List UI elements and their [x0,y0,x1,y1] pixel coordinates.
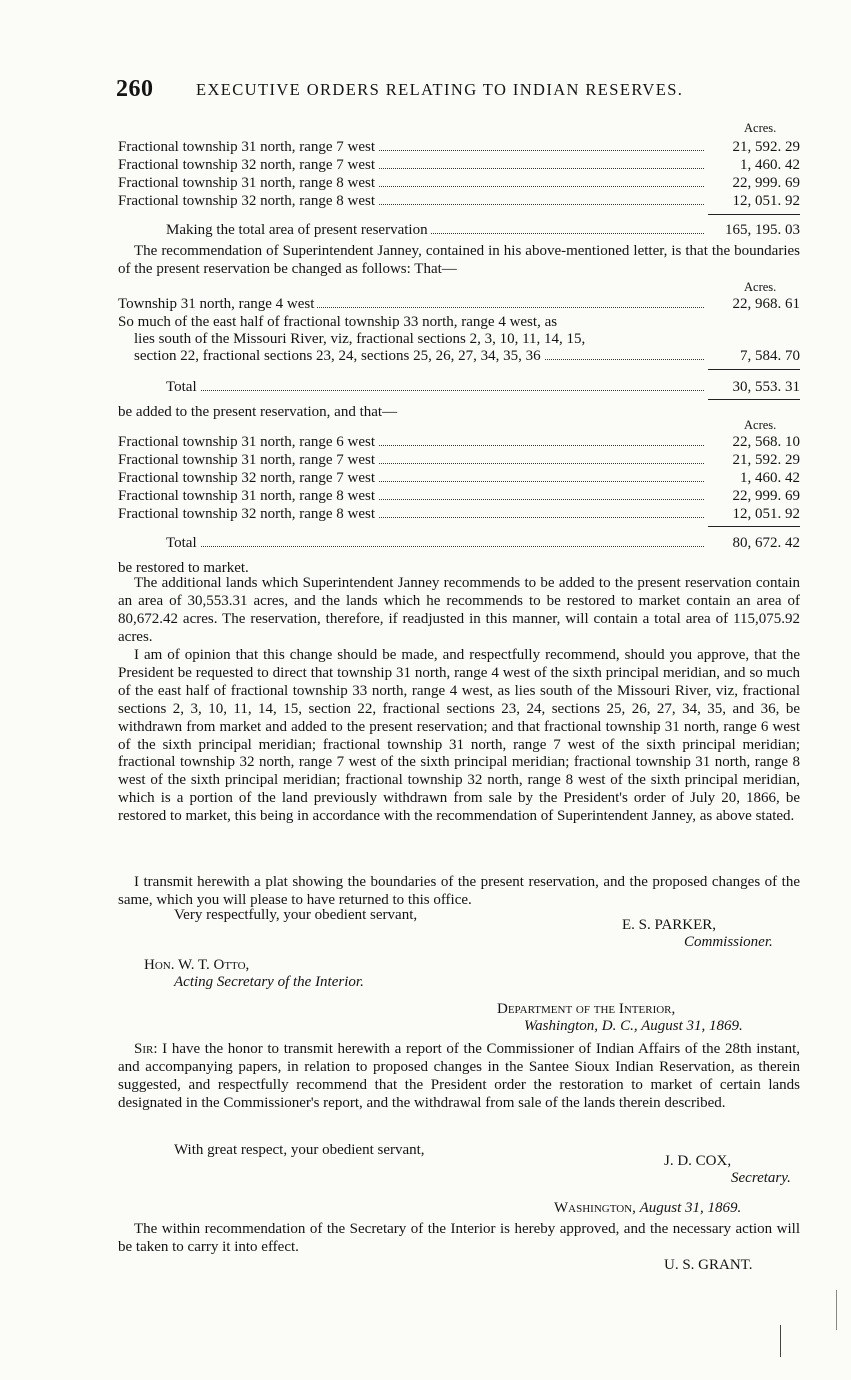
paragraph-recommendation: The recommendation of Superintendent Janney, contained in his above-mentioned letter, is that the boundaries of the present reservation be changed as follows: That— [118,243,800,277]
table-row-text: lies south of the Missouri River, viz, fractional sections 2, 3, 10, 11, 14, 15, [134,331,586,347]
present-reservation-total [166,221,800,239]
total-row: Total 30, 553. 31 [166,379,800,395]
table-row: Fractional township 31 north, range 8 west 22, 999. 69 [118,488,800,504]
acres-column-header: Acres. [744,280,777,294]
closing-salutation: Very respectfully, your obedient servant, [174,907,418,923]
addressee-name: Hon. W. T. Otto, [144,957,250,973]
acres-column-header: Acres. [744,418,777,432]
table-row: Fractional township 31 north, range 7 west 21, 592. 29 [118,452,800,468]
table-row: Fractional township 31 north, range 8 west 22, 999. 69 [118,175,800,191]
addressee-title: Acting Secretary of the Interior. [174,974,364,990]
signature-title: Secretary. [731,1170,791,1186]
paragraph-restored: be restored to market. [118,560,249,576]
total-rule [708,399,800,400]
signature-title: Commissioner. [684,934,773,950]
table-row: Fractional township 32 north, range 7 west 1, 460. 42 [118,470,800,486]
paragraph-sir: Sir: I have the honor to transmit herewith a report of the Commissioner of Indian Affairs of the 28th instant, and accompanying papers, in relation to proposed changes in the Santee Sioux Indian Reservation, as therein suggested, and respectfully recommend that the President order the restoration to market of certain lands designated in the Commissioner's report, and the withdrawal from sale of the lands therein described. [118,1041,801,1111]
restored-lands-total [166,534,800,552]
order-place-date: Washington, August 31, 1869. [554,1200,742,1216]
paragraph-added: be added to the present reservation, and that— [118,404,398,420]
paragraph-additional-lands: The additional lands which Superintendent Janney recommends to be added to the present reservation contain an area of 30,553.31 acres, and the lands which he recommends to be restored to market contain an area of 80,672.42 acres. The reservation, therefore, if readjusted in this manner, will contain a total area of 115,075.92 acres. [118,575,800,645]
additions-total [166,378,800,396]
table-row-text: So much of the east half of fractional township 33 north, range 4 west, as [118,314,558,330]
present-reservation-table [118,138,800,210]
page-number: 260 [116,76,154,102]
department-place-date: Washington, D. C., August 31, 1869. [524,1018,743,1034]
margin-mark [780,1325,781,1357]
table-row: section 22, fractional sections 23, 24, sections 25, 26, 27, 34, 35, 36 7, 584. 70 [134,348,800,364]
total-row: Making the total area of present reservation 165, 195. 03 [166,222,800,238]
table-row: Township 31 north, range 4 west 22, 968. 61 [118,296,800,312]
table-row: Fractional township 32 north, range 7 west 1, 460. 42 [118,157,800,173]
table-row: Fractional township 31 north, range 7 west 21, 592. 29 [118,139,800,155]
signature-name: U. S. GRANT. [664,1257,753,1273]
additions-table [118,295,800,313]
acres-column-header: Acres. [744,121,777,135]
closing-salutation: With great respect, your obedient servant, [174,1142,425,1158]
paragraph-transmit: I transmit herewith a plat showing the boundaries of the present reservation, and the proposed changes of the same, which you will please to have returned to this office. [118,874,800,908]
table-row: Fractional township 32 north, range 8 west 12, 051. 92 [118,506,800,522]
total-row: Total 80, 672. 42 [166,535,800,551]
restored-lands-table [118,433,800,523]
department-heading: Department of the Interior, [497,1001,676,1017]
paragraph-opinion: I am of opinion that this change should be made, and respectfully recommend, should you approve, that the President be requested to direct that township 31 north, range 4 west of the sixth principal meridian, and so much of the east half of fractional township 33 north, range 4 west, as lies south of the Missouri River, viz, fractional sections 2, 3, 10, 11, 14, 15, section 22, fractional sections 23, 24, sections 25, 26, 27, 34, 35, and 36, be withdrawn from market and added to the present reservation; and that fractional township 31 north, range 6 west of the sixth principal meridian; fractional township 31 north, range 7 west of the sixth principal meridian; fractional township 32 north, range 7 west of the sixth principal meridian; fractional township 31 north, range 8 west of the sixth principal meridian; fractional township 32 north, range 8 west of the sixth principal meridian, which is a portion of the land previously withdrawn from sale by the President's order of July 20, 1866, be restored to market, this being in accordance with the recommendation of Superintendent Janney, as above stated. [118,647,800,825]
margin-mark [836,1290,837,1330]
signature-name: J. D. COX, [664,1153,732,1169]
total-rule [708,526,800,527]
table-row: Fractional township 31 north, range 6 west 22, 568. 10 [118,434,800,450]
additions-table-row [134,347,800,365]
running-title: EXECUTIVE ORDERS RELATING TO INDIAN RESERVES. [196,80,684,99]
total-rule [708,214,800,215]
paragraph-approval: The within recommendation of the Secretary of the Interior is hereby approved, and the necessary action will be taken to carry it into effect. [118,1221,800,1255]
total-rule [708,369,800,370]
table-row: Fractional township 32 north, range 8 west 12, 051. 92 [118,193,800,209]
salutation: Sir: [134,1041,158,1057]
page-header [116,76,806,108]
signature-name: E. S. PARKER, [622,917,717,933]
